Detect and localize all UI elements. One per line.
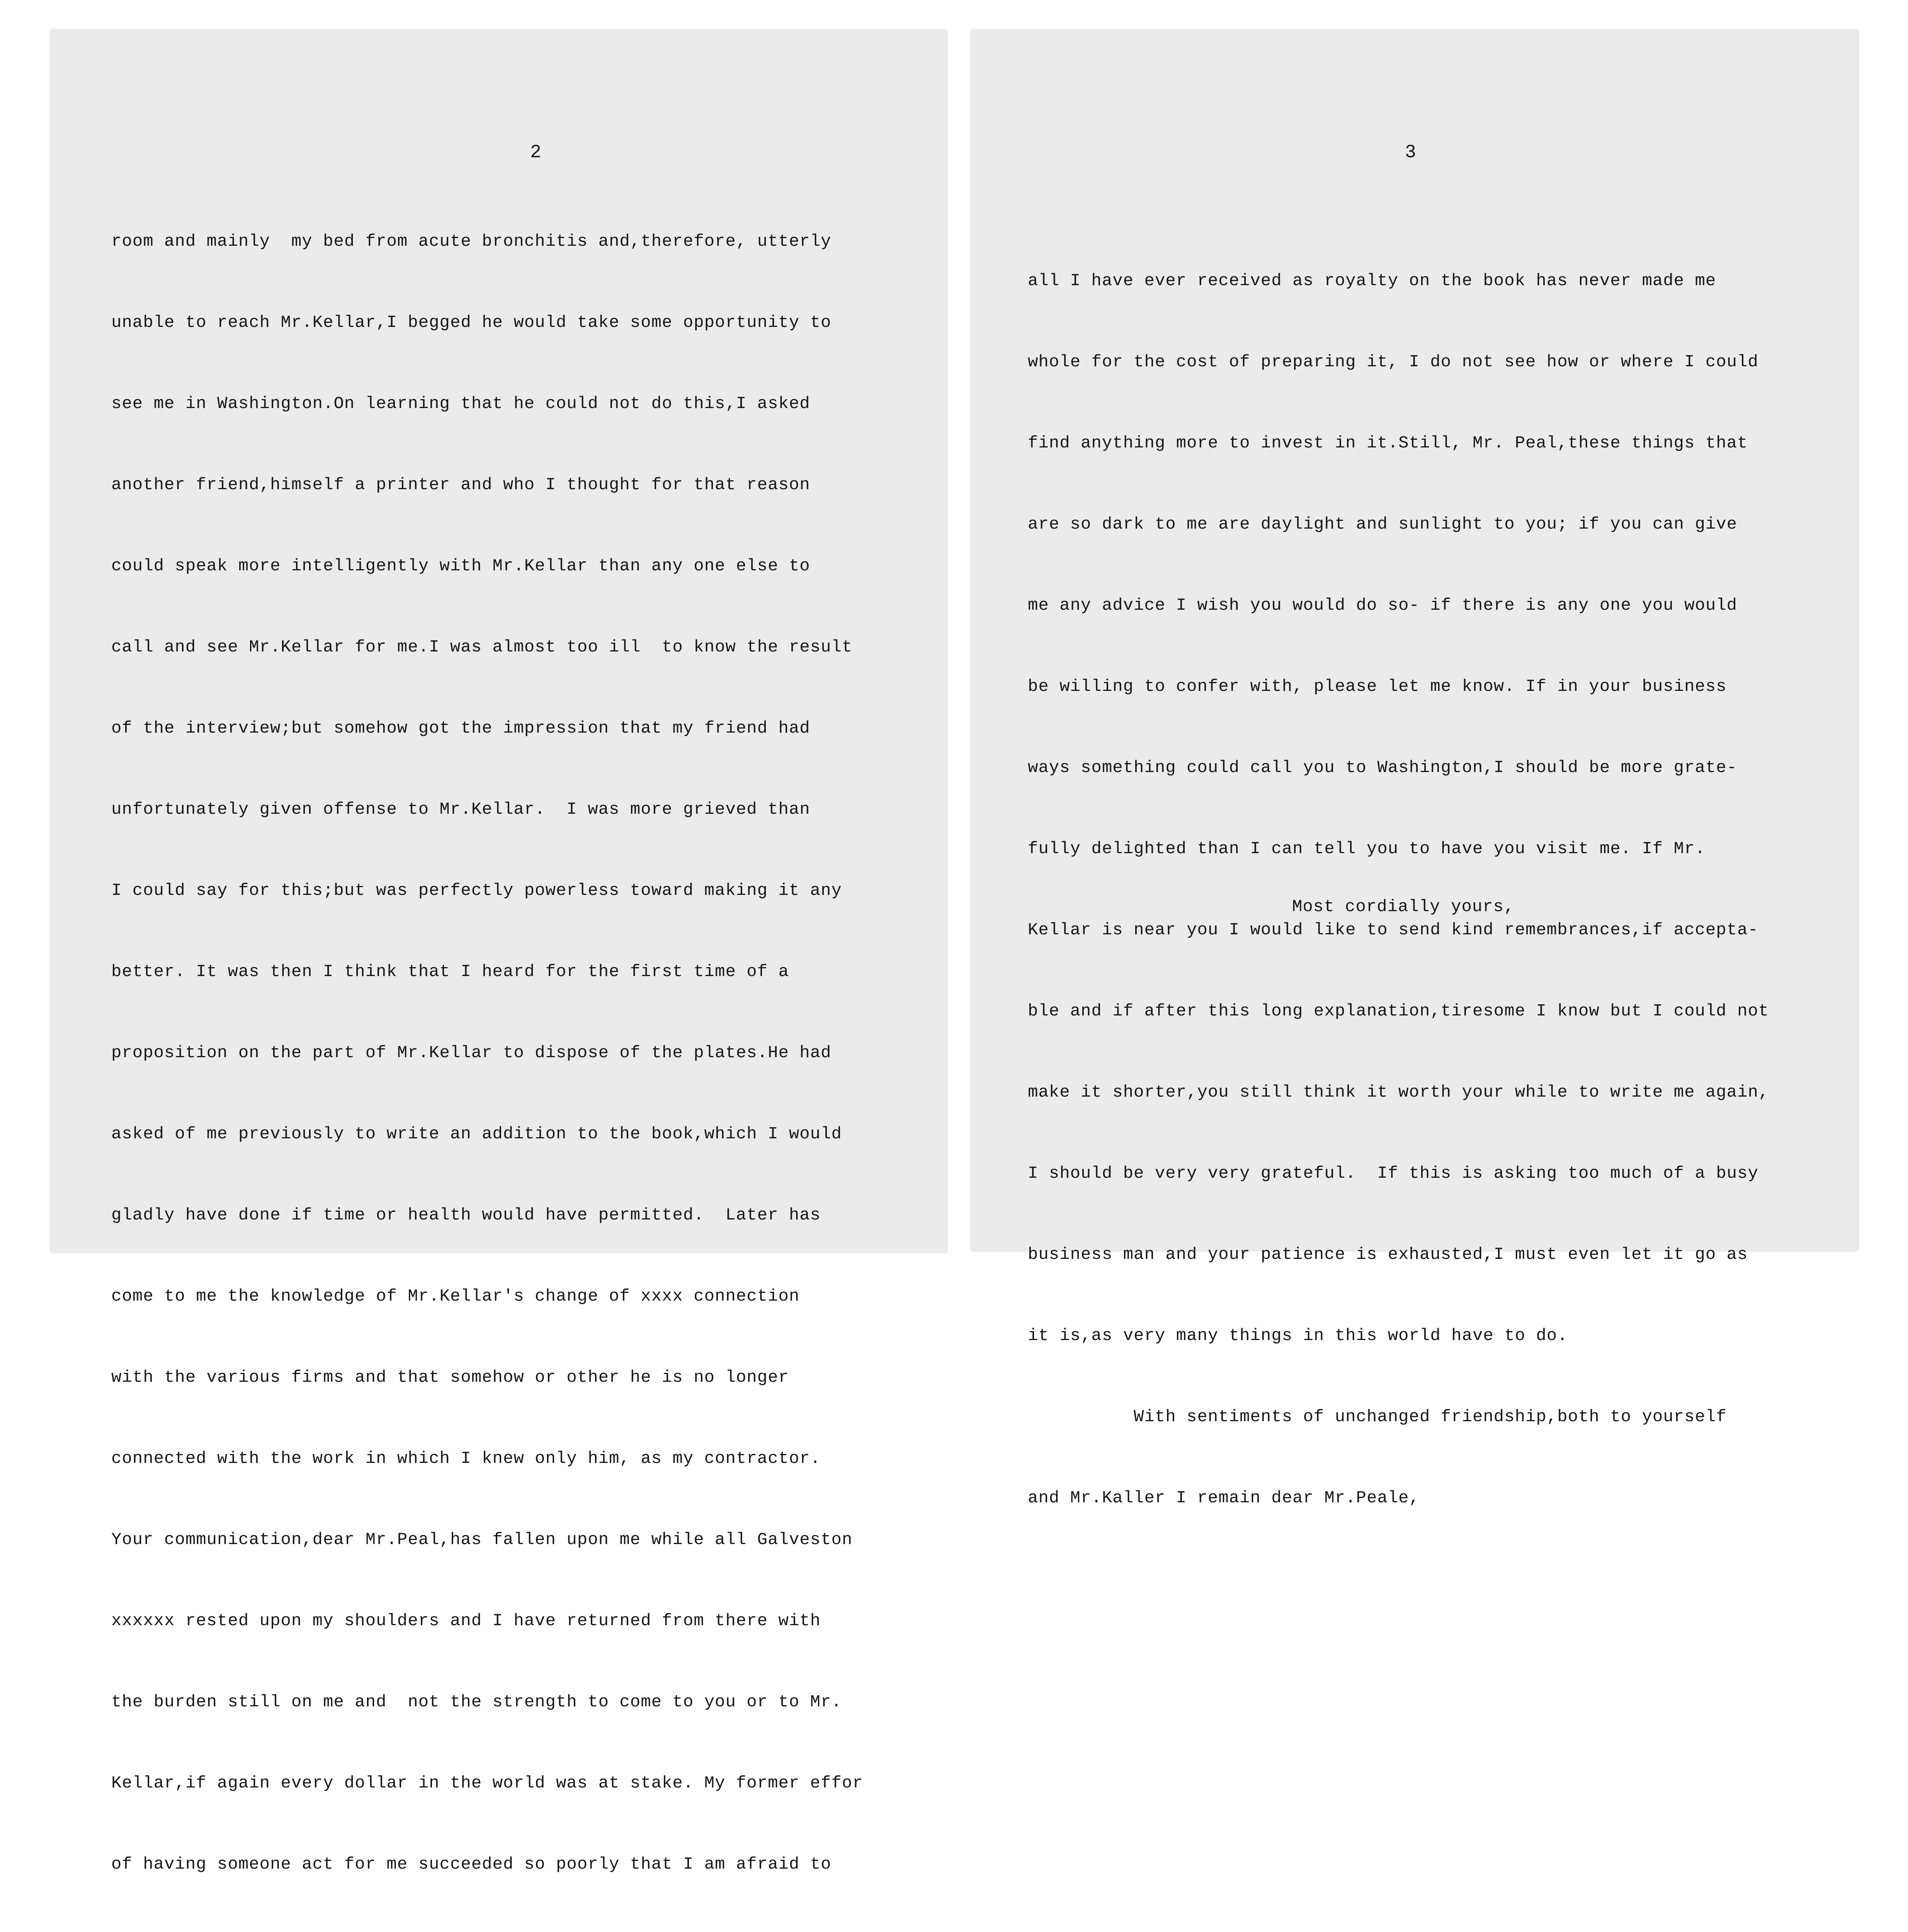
text-line: make it shorter,you still think it worth your while to write me again, — [1028, 1083, 1769, 1102]
text-line: proposition on the part of Mr.Kellar to dispose of the plates.He had — [111, 1043, 832, 1063]
text-line: with the various firms and that somehow or other he is no longer — [111, 1368, 789, 1387]
text-line: of the interview;but somehow got the impression that my friend had — [111, 719, 810, 738]
text-line: better. It was then I think that I heard for the first time of a — [111, 962, 789, 981]
text-line: of having someone act for me succeeded so poorly that I am afraid to — [111, 1855, 832, 1874]
typed-text-block — [1028, 221, 1769, 1558]
text-line: business man and your patience is exhausted,I must even let it go as — [1028, 1245, 1748, 1264]
text-line: could speak more intelligently with Mr.Kellar than any one else to — [111, 556, 810, 576]
letter-page-right — [971, 30, 1858, 1508]
text-line: unable to reach Mr.Kellar,I begged he would take some opportunity to — [111, 313, 832, 332]
text-line: see me in Washington.On learning that he could not do this,I asked — [111, 394, 810, 413]
text-line: me any advice I wish you would do so- if there is any one you would — [1028, 596, 1738, 615]
text-line: Your communication,dear Mr.Peal,has fallen upon me while all Galveston — [111, 1530, 853, 1549]
text-line: ble and if after this long explanation,tiresome I know but I could not — [1028, 1002, 1769, 1021]
text-line: ways something could call you to Washington,I should be more grate- — [1028, 758, 1738, 777]
letter-page-left — [51, 30, 947, 1874]
page-number: 3 — [1405, 142, 1416, 163]
text-line: fully delighted than I can tell you to have you visit me. If Mr. — [1028, 839, 1706, 859]
text-line: be willing to confer with, please let me know. If in your business — [1028, 677, 1727, 696]
text-line: I should be very very grateful. If this is asking too much of a busy — [1028, 1164, 1758, 1183]
text-line: Kellar is near you I would like to send kind remembrances,if accepta- — [1028, 920, 1758, 940]
text-line: room and mainly my bed from acute bronchitis and,therefore, utterly — [111, 232, 832, 251]
text-line: asked of me previously to write an addition to the book,which I would — [111, 1124, 842, 1144]
text-line: gladly have done if time or health would have permitted. Later has — [111, 1206, 821, 1225]
typed-text-block — [111, 182, 863, 1932]
text-line — [111, 1924, 863, 1932]
text-line: call and see Mr.Kellar for me.I was almost too ill to know the result — [111, 638, 853, 657]
text-line: find anything more to invest in it.Still, Mr. Peal,these things that — [1028, 434, 1748, 453]
text-line: xxxxxx rested upon my shoulders and I have returned from there with — [111, 1611, 821, 1631]
text-line: and Mr.Kaller I remain dear Mr.Peale, — [1028, 1488, 1420, 1508]
text-line: it is,as very many things in this world have to do. — [1028, 1326, 1568, 1345]
text-line: are so dark to me are daylight and sunlight to you; if you can give — [1028, 515, 1738, 534]
text-line: come to me the knowledge of Mr.Kellar's change of xxxx connection — [111, 1287, 800, 1306]
text-line: all I have ever received as royalty on the book has never made me — [1028, 271, 1716, 291]
text-line: With sentiments of unchanged friendship,both to yourself — [1028, 1407, 1727, 1427]
page-number: 2 — [530, 142, 541, 163]
text-line: another friend,himself a printer and who I thought for that reason — [111, 475, 810, 495]
text-line: the burden still on me and not the strength to come to you or to Mr. — [111, 1692, 842, 1712]
text-line: connected with the work in which I knew only him, as my contractor. — [111, 1449, 821, 1468]
text-line: unfortunately given offense to Mr.Kellar. I was more grieved than — [111, 800, 810, 819]
text-line: I could say for this;but was perfectly powerless toward making it any — [111, 881, 842, 900]
text-line: Kellar,if again every dollar in the world was at stake. My former effor — [111, 1774, 863, 1793]
closing-salutation: Most cordially yours, — [1292, 897, 1515, 917]
text-line: whole for the cost of preparing it, I do not see how or where I could — [1028, 352, 1758, 372]
